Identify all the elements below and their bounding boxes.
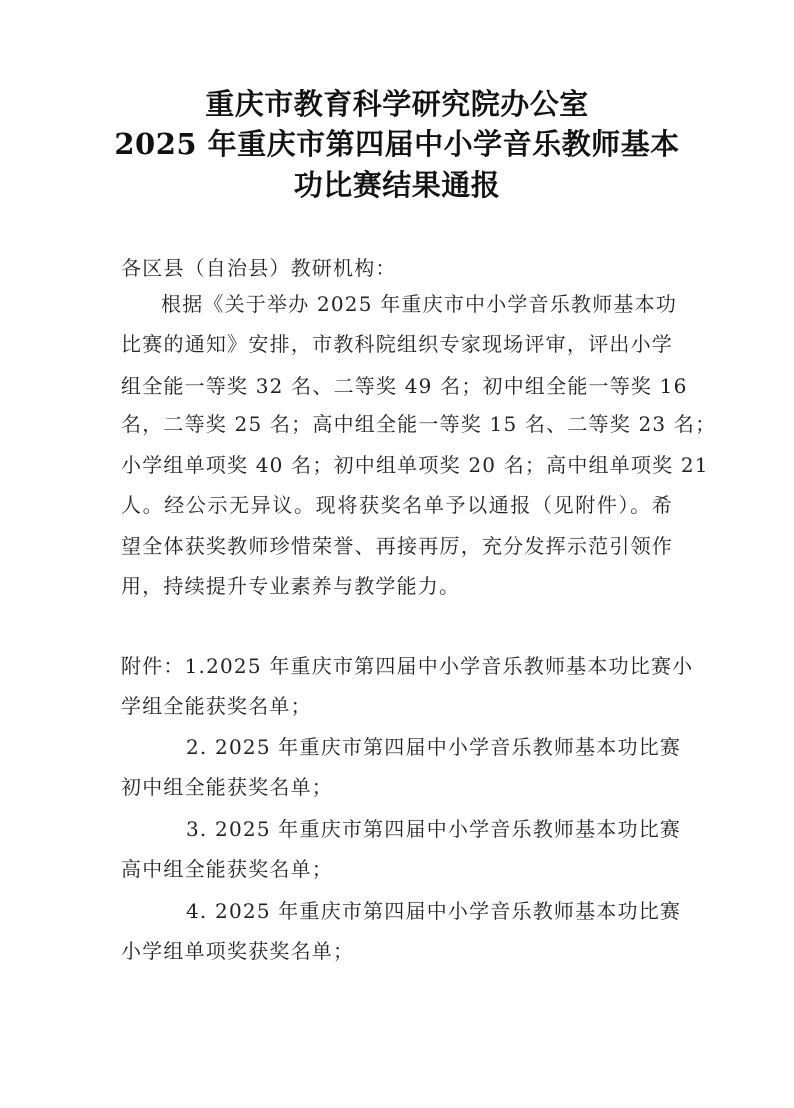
title-line-2: 2025 年重庆市第四届中小学音乐教师基本 bbox=[114, 127, 680, 161]
body-line-2: 比赛的通知》安排，市教科院组织专家现场评审，评出小学 bbox=[121, 332, 673, 356]
body-line-4: 名，二等奖 25 名；高中组全能一等奖 15 名、二等奖 23 名； bbox=[121, 412, 717, 436]
attachment-4-line-2: 小学组单项奖获奖名单； bbox=[121, 939, 355, 963]
body-line-8: 用，持续提升专业素养与教学能力。 bbox=[121, 574, 461, 598]
title-line-3: 功比赛结果通报 bbox=[293, 168, 501, 202]
attachment-2-line-1: 2. 2025 年重庆市第四届中小学音乐教师基本功比赛 bbox=[186, 735, 682, 759]
attachment-3-line-2: 高中组全能获奖名单； bbox=[121, 857, 333, 881]
attachment-2-line-2: 初中组全能获奖名单； bbox=[121, 775, 333, 799]
title-line-1: 重庆市教育科学研究院办公室 bbox=[205, 87, 589, 121]
body-line-3: 组全能一等奖 32 名、二等奖 49 名；初中组全能一等奖 16 bbox=[121, 374, 688, 398]
attachment-1-line-1: 附件：1.2025 年重庆市第四届中小学音乐教师基本功比赛小 bbox=[121, 654, 694, 678]
attachment-4-line-1: 4. 2025 年重庆市第四届中小学音乐教师基本功比赛 bbox=[186, 899, 682, 923]
salutation: 各区县（自治县）教研机构： bbox=[121, 256, 397, 280]
body-line-6: 人。经公示无异议。现将获奖名单予以通报（见附件）。希 bbox=[121, 493, 673, 517]
body-line-1: 根据《关于举办 2025 年重庆市中小学音乐教师基本功 bbox=[161, 292, 678, 316]
body-line-5: 小学组单项奖 40 名；初中组单项奖 20 名；高中组单项奖 21 bbox=[121, 453, 709, 477]
attachment-3-line-1: 3. 2025 年重庆市第四届中小学音乐教师基本功比赛 bbox=[186, 817, 682, 841]
body-line-7: 望全体获奖教师珍惜荣誉、再接再厉，充分发挥示范引领作 bbox=[121, 534, 673, 558]
attachment-1-line-2: 学组全能获奖名单； bbox=[121, 694, 312, 718]
